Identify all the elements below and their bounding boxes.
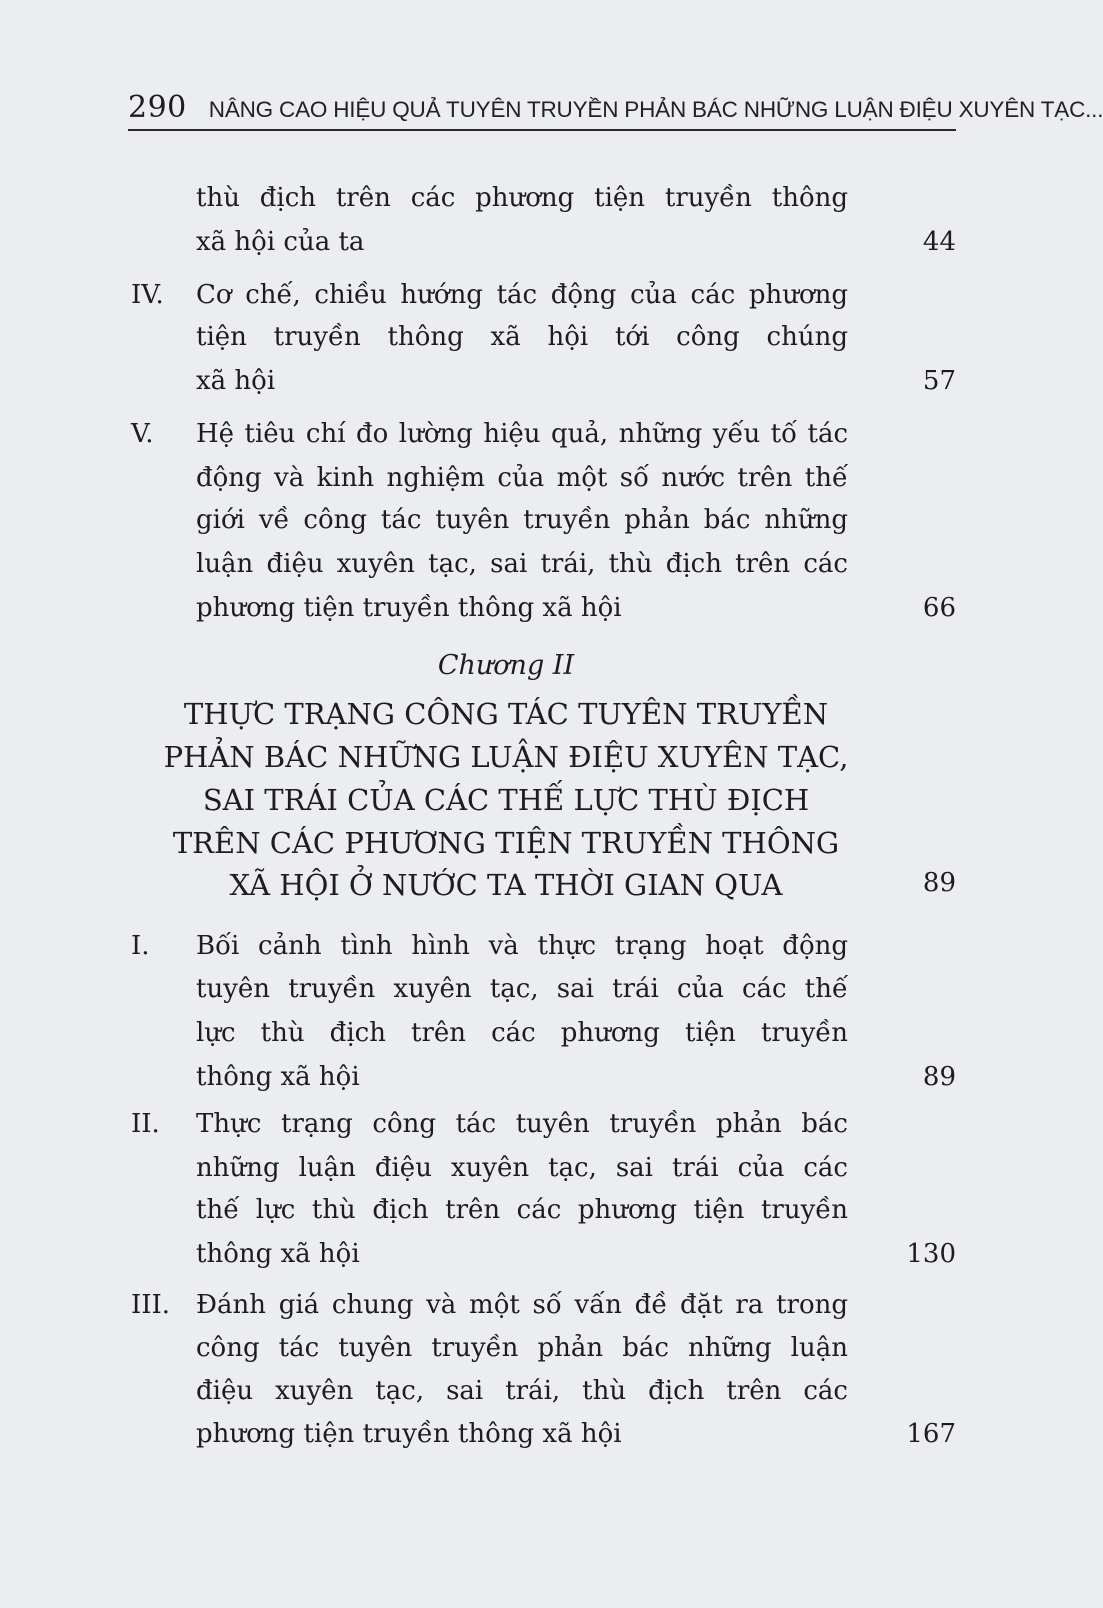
- toc-entry-line: tiện truyền thông xã hội tới công chúng: [196, 322, 848, 352]
- toc-entry-numeral: IV.: [131, 280, 164, 310]
- running-title: NÂNG CAO HIỆU QUẢ TUYÊN TRUYỀN PHẢN BÁC NHỮNG LUẬN ĐIỆU XUYÊN TẠC...: [208, 97, 1103, 122]
- toc-entry-page: 57: [922, 366, 956, 396]
- toc-entry-line: Hệ tiêu chí đo lường hiệu quả, những yếu tố tác: [196, 419, 848, 449]
- toc-entry-page: 89: [922, 1062, 956, 1092]
- toc-entry-line: Cơ chế, chiều hướng tác động của các phương: [196, 280, 848, 310]
- toc-entry-numeral: I.: [131, 931, 150, 961]
- toc-entry-line: thông xã hội: [196, 1239, 360, 1269]
- chapter-title-line: TRÊN CÁC PHƯƠNG TIỆN TRUYỀN THÔNG: [172, 826, 840, 860]
- chapter-title-line: PHẢN BÁC NHỮNG LUẬN ĐIỆU XUYÊN TẠC,: [163, 740, 849, 774]
- toc-entry-line: tuyên truyền xuyên tạc, sai trái của các thế: [196, 974, 848, 1004]
- toc-entry-line: xã hội: [196, 366, 276, 396]
- toc-entry-line: công tác tuyên truyền phản bác những luận: [196, 1333, 848, 1363]
- running-header: [128, 90, 1103, 125]
- toc-entry-line: phương tiện truyền thông xã hội: [196, 593, 622, 623]
- toc-entry-line: điệu xuyên tạc, sai trái, thù địch trên các: [196, 1376, 848, 1406]
- toc-entry-line: Thực trạng công tác tuyên truyền phản bác: [196, 1109, 848, 1139]
- toc-entry-line: Đánh giá chung và một số vấn đề đặt ra trong: [196, 1290, 848, 1320]
- page-number: 290: [128, 90, 187, 125]
- chapter-title-line: SAI TRÁI CỦA CÁC THẾ LỰC THÙ ĐỊCH: [202, 783, 810, 817]
- toc-entry-line: thù địch trên các phương tiện truyền thông: [196, 183, 848, 213]
- toc-entry-line: thế lực thù địch trên các phương tiện truyền: [196, 1195, 848, 1225]
- toc-entry-line: phương tiện truyền thông xã hội: [196, 1419, 622, 1449]
- header-rule: [128, 129, 956, 131]
- toc-entry-line: thông xã hội: [196, 1062, 360, 1092]
- toc-entry-line: những luận điệu xuyên tạc, sai trái của các: [196, 1153, 848, 1183]
- toc-entry-line: luận điệu xuyên tạc, sai trái, thù địch trên các: [196, 549, 848, 579]
- toc-entry-page: 167: [906, 1419, 956, 1449]
- chapter-title-line: THỰC TRẠNG CÔNG TÁC TUYÊN TRUYỀN: [183, 697, 829, 731]
- toc-entry-line: giới về công tác tuyên truyền phản bác những: [196, 505, 848, 535]
- toc-entry-page: 130: [906, 1239, 956, 1269]
- toc-entry-page: 44: [922, 227, 956, 257]
- toc-entry-line: động và kinh nghiệm của một số nước trên thế: [196, 463, 848, 493]
- chapter-page: 89: [922, 868, 956, 898]
- toc-entry-line: lực thù địch trên các phương tiện truyền: [196, 1018, 848, 1048]
- chapter-title-line: XÃ HỘI Ở NƯỚC TA THỜI GIAN QUA: [229, 868, 783, 902]
- toc-entry-line: Bối cảnh tình hình và thực trạng hoạt động: [196, 931, 848, 961]
- chapter-label: Chương II: [437, 650, 575, 681]
- toc-entry-numeral: V.: [131, 419, 154, 449]
- toc-entry-numeral: III.: [131, 1290, 171, 1320]
- toc-entry-line: xã hội của ta: [196, 227, 365, 257]
- toc-entry-page: 66: [922, 593, 956, 623]
- toc-entry-numeral: II.: [131, 1109, 160, 1139]
